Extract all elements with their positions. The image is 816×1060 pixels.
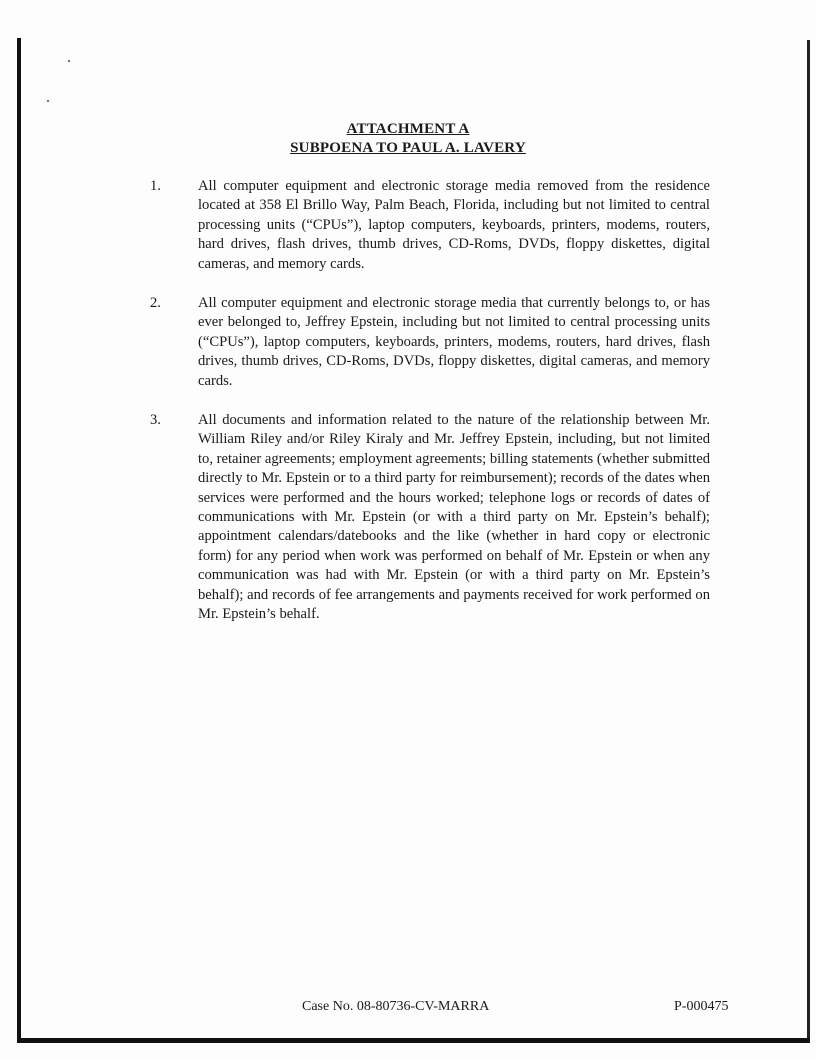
scan-border-right <box>807 40 810 1040</box>
list-item <box>150 294 710 391</box>
attachment-title: ATTACHMENT A <box>346 121 470 137</box>
list-item <box>150 177 710 274</box>
item-text: All documents and information related to the nature of the relationship between Mr. William Riley and/or Riley Kiraly and Mr. Jeffrey Epstein, including, but not limited to, retainer agreements; employment agreements; billing statements (whether submitted directly to Mr. Epstein or to a third party for reimbursement); records of the dates when services were performed and the hours worked; telephone logs or records of dates of communications with Mr. Epstein (or with a third party on Mr. Epstein’s behalf); appointment calendars/datebooks and the like (whether in hard copy or electronic form) for any period when work was performed on behalf of Mr. Epstein or when any communication was had with Mr. Epstein (or with a third party on Mr. Epstein’s behalf); and records of fee arrangements and payments received for work performed on Mr. Epstein’s behalf. <box>198 412 710 623</box>
item-number: 2. <box>150 295 161 311</box>
item-text: All computer equipment and electronic storage media that currently belongs to, or has ever belonged to, Jeffrey Epstein, including but not limited to central processing units (“CPUs”), laptop computers, keyboards, printers, modems, routers, hard drives, flash drives, thumb drives, CD-Roms, DVDs, floppy diskettes, digital cameras, and memory cards. <box>198 295 710 389</box>
item-number: 3. <box>150 412 161 428</box>
item-number: 1. <box>150 178 161 194</box>
scan-speck <box>47 100 49 102</box>
bates-page-id: P-000475 <box>674 999 729 1014</box>
list-item <box>150 411 710 624</box>
case-number: Case No. 08-80736-CV-MARRA <box>302 999 490 1014</box>
scan-border-bottom <box>17 1038 810 1043</box>
scan-speck <box>68 60 70 62</box>
scan-border-left <box>17 38 21 1042</box>
subpoena-title: SUBPOENA TO PAUL A. LAVERY <box>290 140 526 156</box>
item-text: All computer equipment and electronic storage media removed from the residence located at 358 El Brillo Way, Palm Beach, Florida, including but not limited to central processing units (“CPUs”), laptop computers, keyboards, printers, modems, routers, hard drives, flash drives, thumb drives, CD-Roms, DVDs, floppy diskettes, digital cameras, and memory cards. <box>198 178 710 272</box>
